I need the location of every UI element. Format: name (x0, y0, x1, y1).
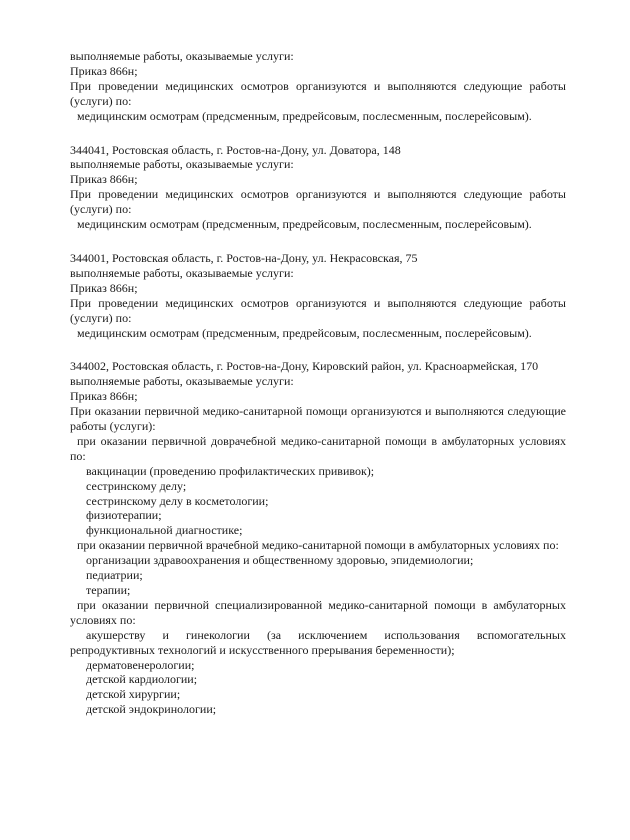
service-item-line: сестринскому делу; (86, 478, 187, 493)
care-category-line: при оказании первичной доврачебной медико-санитарной помощи в амбулаторных условиях по: (70, 433, 566, 463)
license-entry (70, 49, 566, 124)
service-item-line: детской эндокринологии; (86, 702, 217, 717)
service-item-line: акушерству и гинекологии (за исключением использования вспомогательных репродуктивных технологий и искусственного прерывания беременности); (70, 627, 566, 657)
text-line: При проведении медицинских осмотров организуются и выполняются следующие работы (услуги) по: (70, 187, 566, 217)
license-entry (70, 251, 566, 340)
service-item-line: физиотерапии; (86, 508, 162, 523)
text-line: При проведении медицинских осмотров организуются и выполняются следующие работы (услуги) по: (70, 78, 566, 108)
license-entry (70, 143, 566, 232)
service-item-line: медицинским осмотрам (предсменным, предрейсовым, послесменным, послерейсовым). (77, 108, 532, 123)
address-line: 344001, Ростовская область, г. Ростов-на-Дону, ул. Некрасовская, 75 (70, 250, 418, 265)
text-line: выполняемые работы, оказываемые услуги: (70, 265, 294, 280)
license-entry (70, 359, 566, 717)
text-line: При оказании первичной медико-санитарной помощи организуются и выполняются следующие работы (услуги): (70, 404, 566, 434)
care-category-line: при оказании первичной специализированной медико-санитарной помощи в амбулаторных условиях по: (70, 597, 566, 627)
order-reference-line: Приказ 866н; (70, 280, 138, 295)
order-reference-line: Приказ 866н; (70, 172, 138, 187)
service-item-line: вакцинации (проведению профилактических прививок); (86, 463, 375, 478)
service-item-line: терапии; (86, 583, 131, 597)
address-line: 344002, Ростовская область, г. Ростов-на-Дону, Кировский район, ул. Красноармейская, 170 (70, 359, 539, 374)
text-line: выполняемые работы, оказываемые услуги: (70, 374, 294, 389)
service-item-line: медицинским осмотрам (предсменным, предрейсовым, послесменным, послерейсовым). (77, 217, 532, 232)
address-line: 344041, Ростовская область, г. Ростов-на-Дону, ул. Доватора, 148 (70, 142, 401, 157)
service-item-line: сестринскому делу в косметологии; (86, 493, 269, 508)
order-reference-line: Приказ 866н; (70, 389, 138, 404)
care-category-line: при оказании первичной врачебной медико-санитарной помощи в амбулаторных условиях по: (77, 538, 559, 553)
service-item-line: детской кардиологии; (86, 672, 198, 687)
text-line: выполняемые работы, оказываемые услуги: (70, 49, 294, 63)
service-item-line: детской хирургии; (86, 687, 181, 702)
service-item-line: дерматовенерологии; (86, 657, 195, 672)
service-item-line: организации здравоохранения и общественному здоровью, эпидемиологии; (86, 553, 474, 568)
service-item-line: функциональной диагностике; (86, 523, 243, 538)
order-reference-line: Приказ 866н; (70, 63, 138, 78)
service-item-line: медицинским осмотрам (предсменным, предрейсовым, послесменным, послерейсовым). (77, 325, 532, 340)
text-line: выполняемые работы, оказываемые услуги: (70, 157, 294, 172)
service-item-line: педиатрии; (86, 568, 143, 583)
text-line: При проведении медицинских осмотров организуются и выполняются следующие работы (услуги) по: (70, 295, 566, 325)
